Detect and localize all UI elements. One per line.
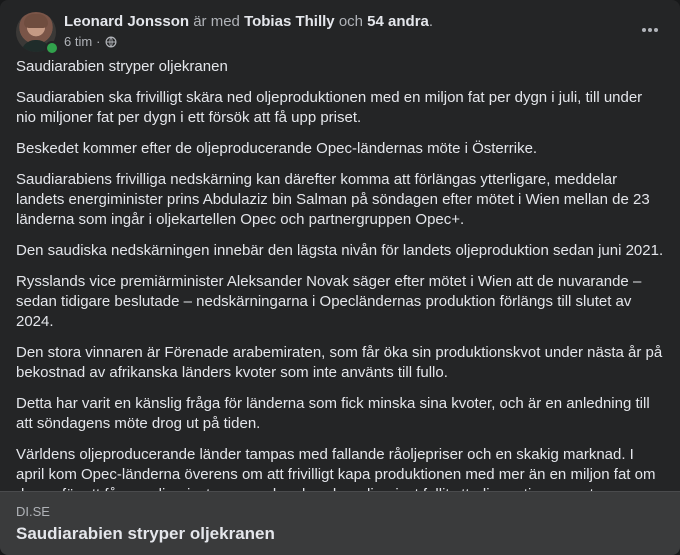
- post-header: [16, 12, 664, 54]
- author-line-period: .: [428, 13, 434, 30]
- more-options-icon: [641, 27, 659, 33]
- and-label: och: [338, 13, 363, 30]
- others-link[interactable]: 54 andra: [367, 13, 429, 30]
- online-status-icon: [45, 41, 59, 55]
- globe-icon[interactable]: [105, 36, 117, 48]
- more-options-button[interactable]: [636, 16, 664, 44]
- post-paragraph: Saudiarabiens frivilliga nedskärning kan därefter komma att förlängas ytterligare, meddelar landets energiminister prins Abdulaziz bin Salman på söndagen efter mötet i Wien mellan de 23 länderna som ingår i oljekartellen Opec och partnergruppen Opec+.: [16, 171, 650, 228]
- post-paragraph: Den saudiska nedskärningen innebär den lägsta nivån för landets oljeproduktion sedan juni 2021.: [16, 242, 664, 259]
- post-time-link[interactable]: 6 tim: [64, 34, 93, 49]
- post-paragraph: Rysslands vice premiärminister Aleksander Novak säger efter mötet i Wien att de nuvarande – sedan tidigare beslutade – nedskärningarna i Opecländernas produktion förlängs till slutet av 2024.: [16, 273, 642, 330]
- post-content: [16, 57, 664, 516]
- post-paragraph: Beskedet kommer efter de oljeproducerande Opec-ländernas möte i Österrike.: [16, 140, 538, 157]
- link-domain: DI.SE: [16, 504, 50, 519]
- avatar-hair: [24, 14, 48, 28]
- tagged-person-link[interactable]: Tobias Thilly: [244, 13, 335, 30]
- post-author-line: [64, 12, 433, 32]
- post-paragraph: Saudiarabien ska frivilligt skära ned oljeproduktionen med en miljon fat per dygn i juli, till under nio miljoner fat per dygn i ett försök att få upp priset.: [16, 89, 643, 126]
- post-paragraph: Den stora vinnaren är Förenade arabemiraten, som får öka sin produktionskvot under nästa år på bekostnad av afrikanska länders kvoter som inte använts till fullo.: [16, 344, 663, 381]
- post-paragraph: Detta har varit en känslig fråga för länderna som fick minska sina kvoter, och är en anledning till att söndagens möte drog ut på tiden.: [16, 395, 650, 432]
- post-meta: [64, 34, 117, 50]
- post-paragraph: Världens oljeproducerande länder tampas med fallande råoljepriser och en skakig marknad. I april kom Opec-länderna överens om att frivilligt kapa produktionen med mer än en miljon fat om: [16, 446, 656, 483]
- author-name-link[interactable]: Leonard Jonsson: [64, 13, 190, 30]
- link-preview-card[interactable]: [0, 491, 680, 555]
- post-paragraph: Saudiarabien stryper oljekranen: [16, 58, 228, 75]
- meta-separator: ·: [96, 34, 101, 49]
- with-label: är med: [193, 13, 240, 30]
- link-title: Saudiarabien stryper oljekranen: [16, 524, 275, 543]
